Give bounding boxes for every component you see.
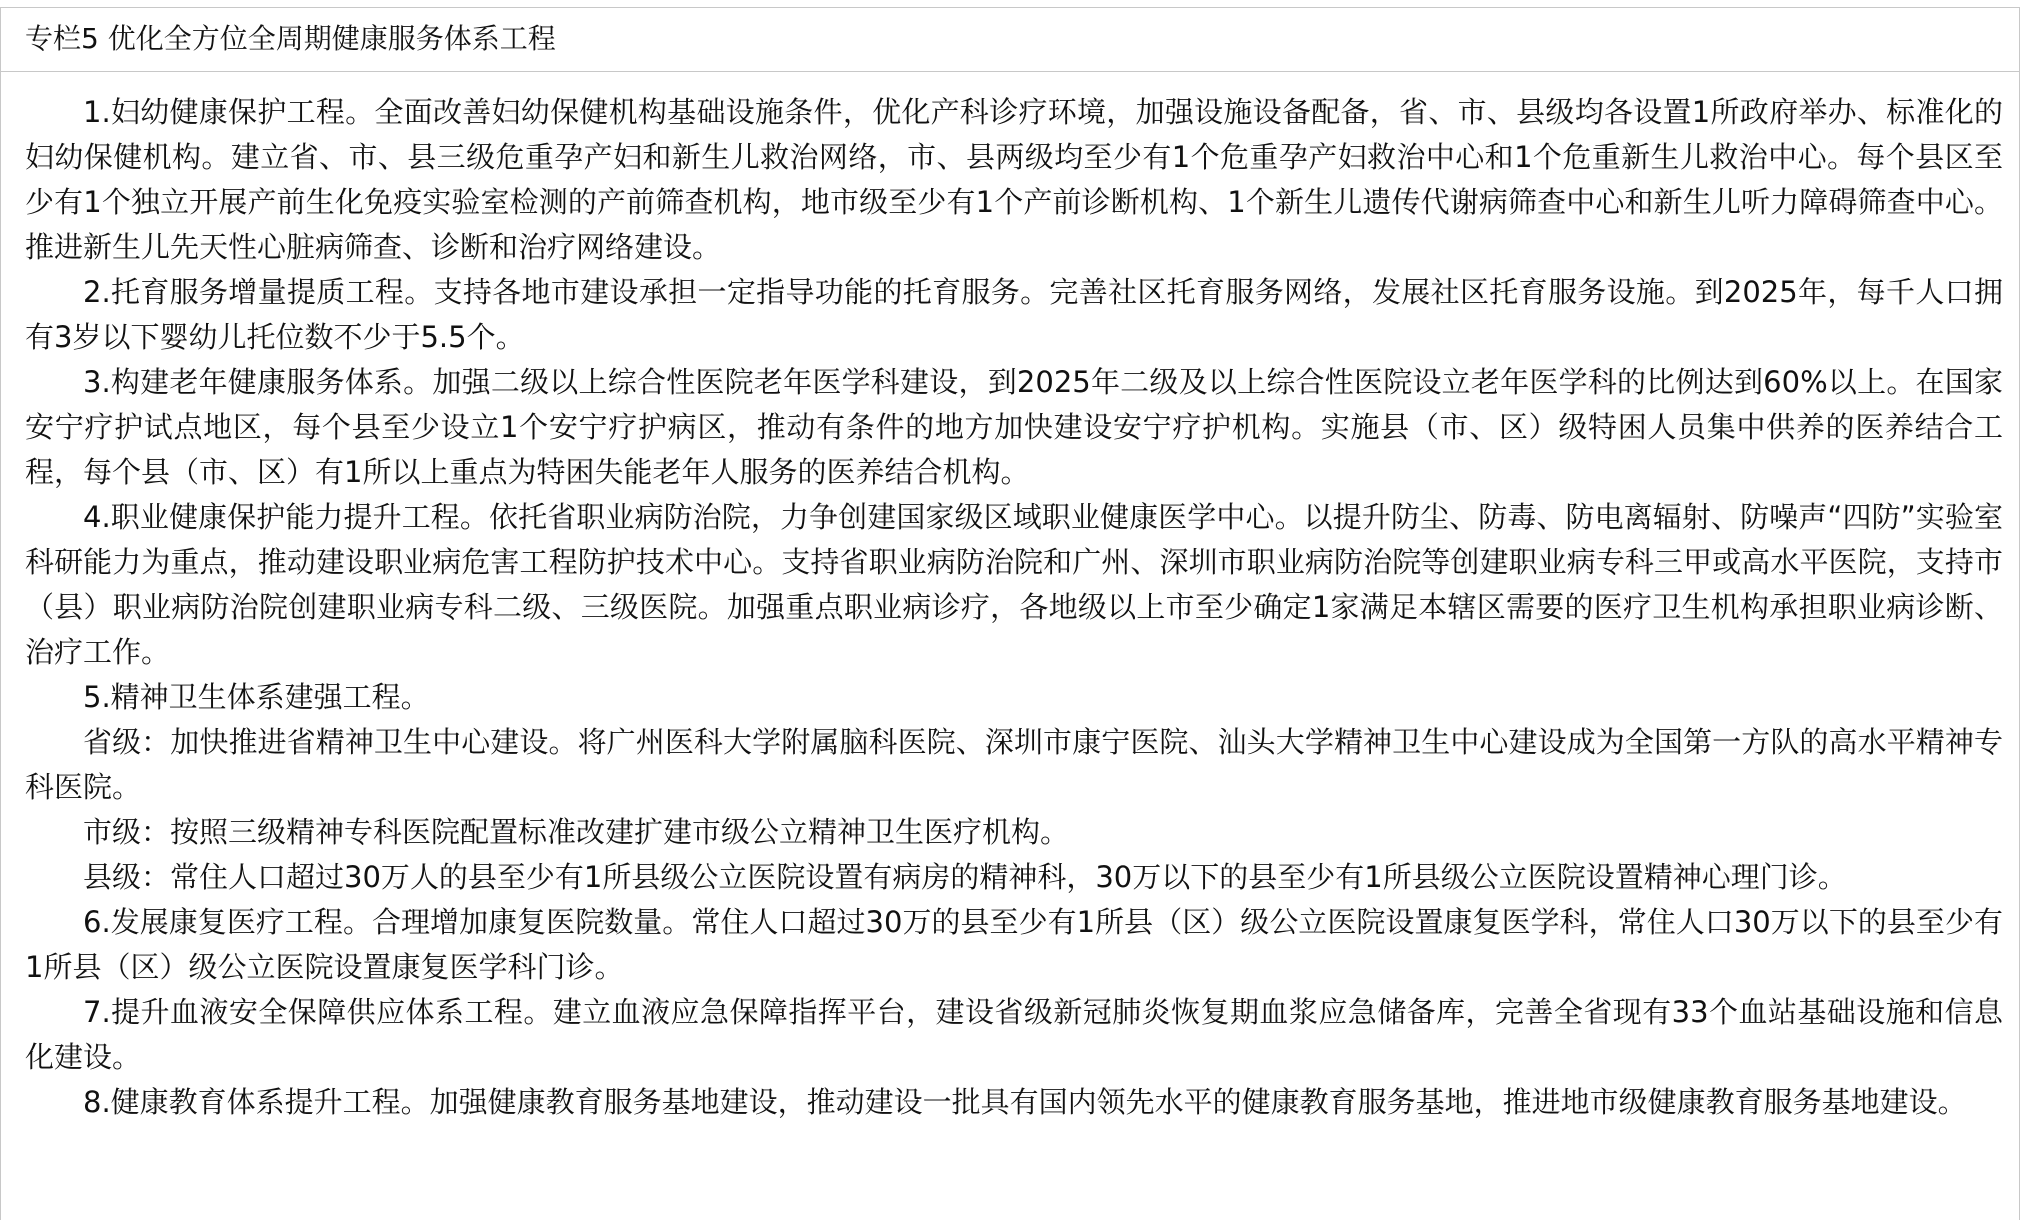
paragraph-mental-health-municipal: 市级：按照三级精神专科医院配置标准改建扩建市级公立精神卫生医疗机构。: [83, 815, 1070, 849]
column-box: [0, 7, 2020, 1220]
paragraph-elderly-health: 3.构建老年健康服务体系。加强二级以上综合性医院老年医学科建设，到2025年二级及以上综合性医院设立老年医学科的比例达到60%以上。在国家安宁疗护试点地区，每个县至少设立1个安宁疗护病区，推动有条件的地方加快建设安宁疗护机构。实施县（市、区）级特困人员集中供养的医养结合工程，每个县（市、区）有1所以上重点为特困失能老年人服务的医养结合机构。: [25, 365, 2003, 489]
paragraph-maternal-child-health: 1.妇幼健康保护工程。全面改善妇幼保健机构基础设施条件，优化产科诊疗环境，加强设施设备配备，省、市、县级均各设置1所政府举办、标准化的妇幼保健机构。建立省、市、县三级危重孕产妇和新生儿救治网络，市、县两级均至少有1个危重孕产妇救治中心和1个危重新生儿救治中心。每个县区至少有1个独立开展产前生化免疫实验室检测的产前筛查机构，地市级至少有1个产前诊断机构、1个新生儿遗传代谢病筛查中心和新生儿听力障碍筛查中心。推进新生儿先天性心脏病筛查、诊断和治疗网络建设。: [25, 95, 2003, 264]
paragraph-health-education: 8.健康教育体系提升工程。加强健康教育服务基地建设，推动建设一批具有国内领先水平的健康教育服务基地，推进地市级健康教育服务基地建设。: [83, 1085, 1967, 1119]
column-title: 专栏5 优化全方位全周期健康服务体系工程: [1, 8, 2019, 72]
paragraph-mental-health: 5.精神卫生体系建强工程。: [83, 680, 430, 714]
paragraph-occupational-health: 4.职业健康保护能力提升工程。依托省职业病防治院，力争创建国家级区域职业健康医学中心。以提升防尘、防毒、防电离辐射、防噪声“四防”实验室科研能力为重点，推动建设职业病危害工程防护技术中心。支持省职业病防治院和广州、深圳市职业病防治院等创建职业病专科三甲或高水平医院，支持市（县）职业病防治院创建职业病专科二级、三级医院。加强重点职业病诊疗，各地级以上市至少确定1家满足本辖区需要的医疗卫生机构承担职业病诊断、治疗工作。: [25, 500, 2003, 669]
paragraph-blood-safety: 7.提升血液安全保障供应体系工程。建立血液应急保障指挥平台，建设省级新冠肺炎恢复期血浆应急储备库，完善全省现有33个血站基础设施和信息化建设。: [25, 995, 2003, 1074]
column-content: [1, 72, 2019, 1125]
paragraph-mental-health-provincial: 省级：加快推进省精神卫生中心建设。将广州医科大学附属脑科医院、深圳市康宁医院、汕头大学精神卫生中心建设成为全国第一方队的高水平精神专科医院。: [25, 725, 2003, 804]
paragraph-mental-health-county: 县级：常住人口超过30万人的县至少有1所县级公立医院设置有病房的精神科，30万以下的县至少有1所县级公立医院设置精神心理门诊。: [83, 860, 1847, 894]
paragraph-childcare-services: 2.托育服务增量提质工程。支持各地市建设承担一定指导功能的托育服务。完善社区托育服务网络，发展社区托育服务设施。到2025年，每千人口拥有3岁以下婴幼儿托位数不少于5.5个。: [25, 275, 2003, 354]
paragraph-rehabilitation: 6.发展康复医疗工程。合理增加康复医院数量。常住人口超过30万的县至少有1所县（区）级公立医院设置康复医学科，常住人口30万以下的县至少有1所县（区）级公立医院设置康复医学科门诊。: [25, 905, 2003, 984]
